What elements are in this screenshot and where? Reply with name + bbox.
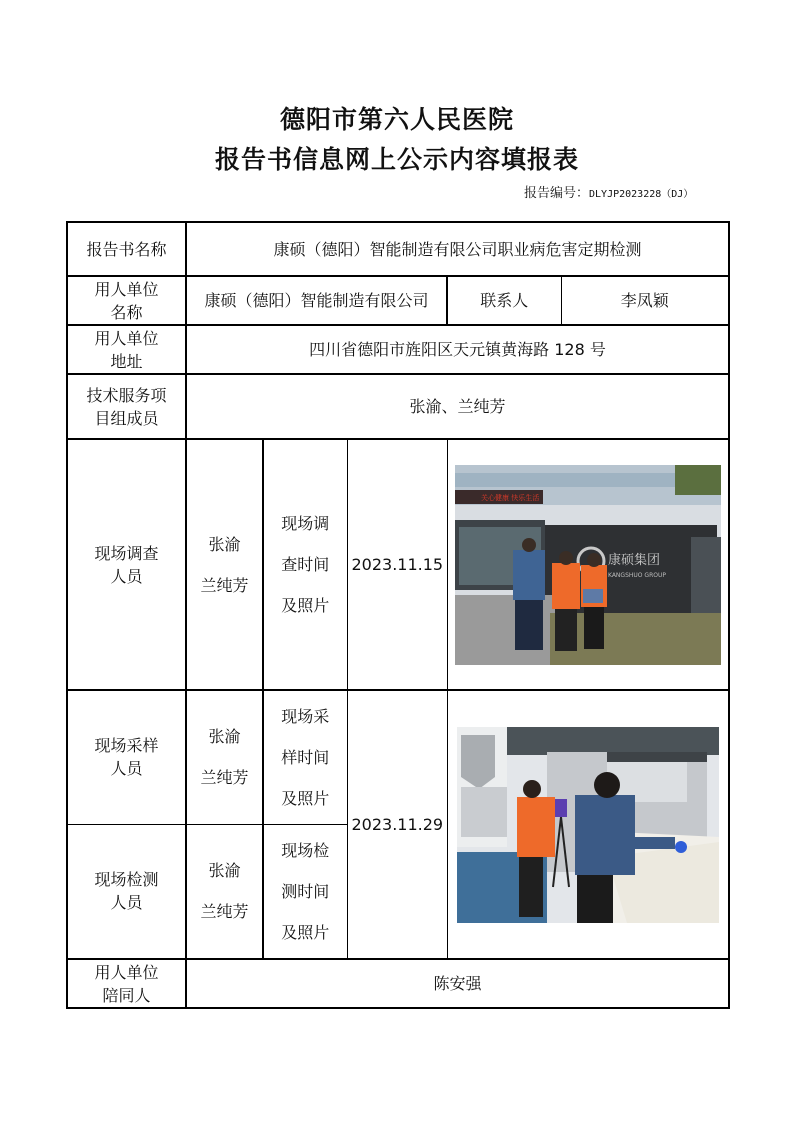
info-table bbox=[66, 221, 730, 1009]
sampling-testing-date: 2023.11.29 bbox=[347, 690, 447, 959]
testing-time-label: 现场检 测时间 及照片 bbox=[263, 824, 347, 959]
escort-value: 陈安强 bbox=[186, 959, 729, 1008]
contact-label: 联系人 bbox=[447, 276, 561, 325]
sampling-persons: 张渝 兰纯芳 bbox=[186, 690, 263, 824]
row-employer-name bbox=[67, 276, 729, 325]
row-team-members bbox=[67, 374, 729, 439]
escort-label: 用人单位 陪同人 bbox=[67, 959, 186, 1008]
survey-date: 2023.11.15 bbox=[347, 439, 447, 690]
row-escort bbox=[67, 959, 729, 1008]
survey-time-label: 现场调 查时间 及照片 bbox=[263, 439, 347, 690]
survey-label: 现场调查 人员 bbox=[67, 439, 186, 690]
sampling-photo-cell bbox=[447, 690, 729, 959]
employer-name-value: 康硕（德阳）智能制造有限公司 bbox=[186, 276, 447, 325]
row-report-name bbox=[67, 222, 729, 276]
page-title-form: 报告书信息网上公示内容填报表 bbox=[214, 145, 579, 174]
page-title-hospital: 德阳市第六人民医院 bbox=[279, 105, 514, 134]
report-number-value: DLYJP2023228（DJ） bbox=[589, 189, 694, 200]
row-sampling bbox=[67, 690, 729, 824]
sampling-time-label: 现场采 样时间 及照片 bbox=[263, 690, 347, 824]
testing-label: 现场检测 人员 bbox=[67, 824, 186, 959]
report-name-label: 报告书名称 bbox=[67, 222, 186, 276]
employer-address-label: 用人单位 地址 bbox=[67, 325, 186, 374]
report-number bbox=[524, 182, 693, 201]
survey-photo-cell bbox=[447, 439, 729, 690]
row-survey bbox=[67, 439, 729, 690]
employer-name-label: 用人单位 名称 bbox=[67, 276, 186, 325]
survey-photo bbox=[455, 465, 721, 665]
survey-persons: 张渝 兰纯芳 bbox=[186, 439, 263, 690]
sampling-photo bbox=[457, 727, 719, 923]
svg-text:康硕集团: 康硕集团 bbox=[607, 552, 660, 568]
svg-text:KANGSHUO GROUP: KANGSHUO GROUP bbox=[607, 571, 666, 579]
sampling-label: 现场采样 人员 bbox=[67, 690, 186, 824]
report-number-label: 报告编号： bbox=[524, 186, 590, 201]
testing-persons: 张渝 兰纯芳 bbox=[186, 824, 263, 959]
row-employer-address bbox=[67, 325, 729, 374]
team-members-label: 技术服务项 目组成员 bbox=[67, 374, 186, 439]
contact-value: 李凤颖 bbox=[561, 276, 729, 325]
team-members-value: 张渝、兰纯芳 bbox=[186, 374, 729, 439]
report-name-value: 康硕（德阳）智能制造有限公司职业病危害定期检测 bbox=[186, 222, 729, 276]
svg-text:关心健康 快乐生活: 关心健康 快乐生活 bbox=[480, 493, 539, 502]
employer-address-value: 四川省德阳市旌阳区天元镇黄海路 128 号 bbox=[186, 325, 729, 374]
